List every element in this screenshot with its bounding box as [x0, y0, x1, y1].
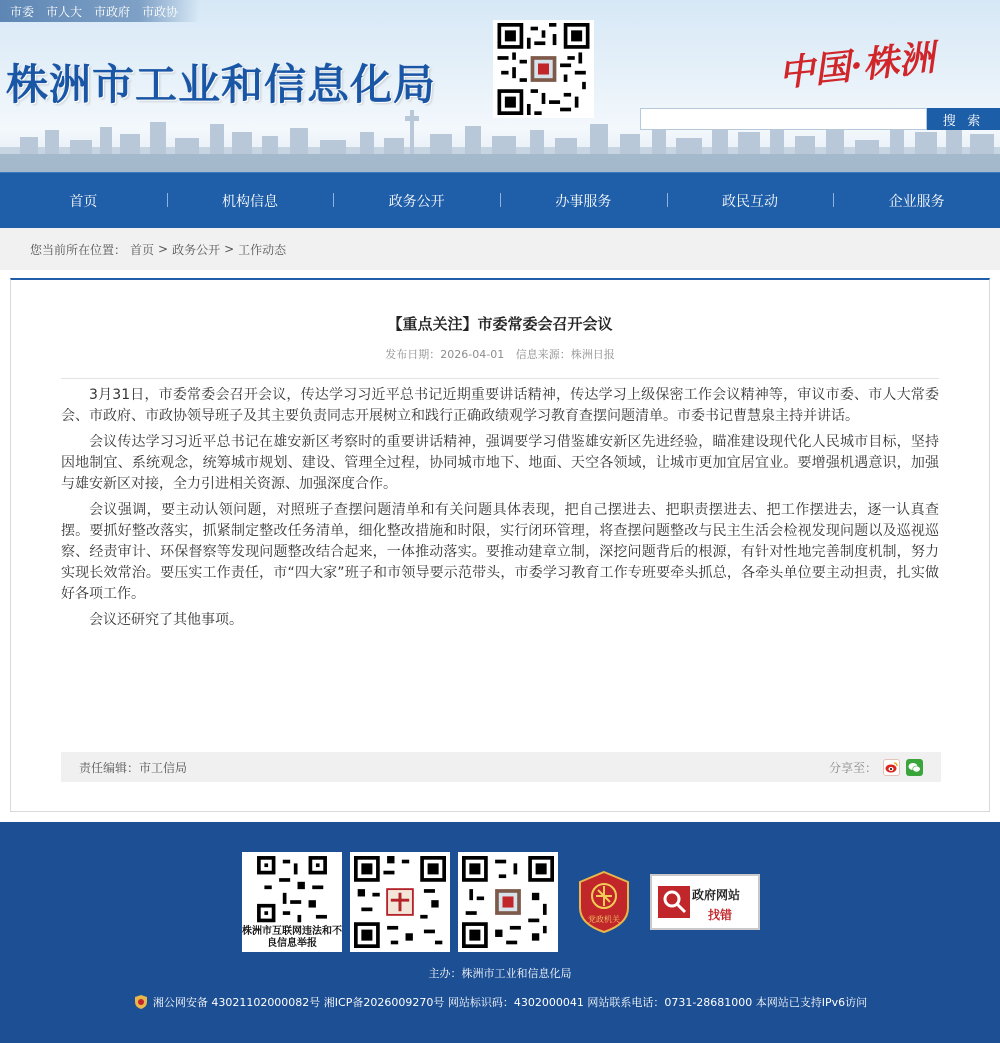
breadcrumb-prefix: 您当前所在位置：	[30, 242, 127, 257]
china-zhuzhou-logo: 中国·株洲	[776, 36, 937, 96]
toplink-cppcc[interactable]: 市政协	[142, 4, 179, 19]
hunan-gov-qr-code[interactable]	[350, 852, 450, 952]
site-footer	[0, 822, 1000, 1043]
wechat-footer-qr-code[interactable]	[458, 852, 558, 952]
footer-badges	[242, 852, 760, 952]
gov-website-error-report[interactable]	[650, 874, 760, 930]
toplink-peoples-congress[interactable]: 市人大	[46, 4, 83, 19]
article-paragraph: 会议传达学习习近平总书记在雄安新区考察时的重要讲话精神，强调要学习借鉴雄安新区先进经验，瞄准建设现代化人民城市目标，坚持因地制宜、系统观念，统筹城市规划、建设、管理全过程，协同城市地下、地面、天空各领域，让城市更加宜居宜业。要增强机遇意识，加强与雄安新区对接，全力引进相关资源、加强深度合作。	[61, 434, 939, 492]
breadcrumb-home[interactable]: 首页	[130, 242, 155, 257]
footer-legal-text: 湘公网安备 43021102000082号 湘ICP备2026009270号 网站标识码：4302000041 网站联系电话：0731-28681000 本网站已支持IPv6访问	[152, 996, 868, 1009]
nav-enterprise-services[interactable]: 企业服务	[833, 191, 1000, 211]
nav-interaction[interactable]: 政民互动	[667, 191, 834, 211]
gov-error-line1: 政府网站	[692, 888, 741, 902]
article-paragraph: 会议还研究了其他事项。	[89, 612, 243, 628]
site-title: 株洲市工业和信息化局	[6, 60, 437, 109]
article-footer-bar	[61, 752, 941, 782]
article-paragraph: 会议强调，要主动认领问题，对照班子查摆问题清单和有关问题具体表现，把自己摆进去、把职责摆进去、把工作摆进去，逐一认真查摆。要抓好整改落实，抓紧制定整改任务清单，细化整改措施和时限，实行闭环管理，将查摆问题整改与民主生活会检视发现问题以及巡视巡察、经责审计、环保督察等发现问题整改结合起来，一体推动落实。要推动建章立制，深挖问题背后的根源，有针对性地完善制度机制，努力实现长效常治。要压实工作责任，市“四大家”班子和市领导要示范带头，市委学习教育工作专班要牵头抓总，各牵头单位要主动担责，扎实做好各项工作。	[61, 502, 939, 602]
magnifier-icon	[656, 884, 692, 920]
content-wrapper	[0, 270, 1000, 812]
share-label: 分享至：	[828, 760, 877, 775]
toplink-party-committee[interactable]: 市委	[10, 4, 35, 19]
top-links-bar	[0, 0, 200, 22]
main-nav	[0, 172, 1000, 228]
footer-host: 主办：株洲市工业和信息化局	[428, 967, 572, 980]
search-button[interactable]: 搜 索	[927, 108, 1000, 130]
article-title: 【重点关注】市委常委会召开会议	[387, 315, 613, 333]
footer-legal	[0, 994, 1000, 1010]
nav-government-affairs[interactable]: 政务公开	[333, 191, 500, 211]
responsible-editor: 责任编辑：市工信局	[79, 760, 188, 775]
wechat-share-icon[interactable]	[906, 759, 923, 776]
wechat-qr-code	[493, 20, 594, 118]
weibo-share-icon[interactable]	[883, 759, 900, 776]
breadcrumb	[0, 228, 1000, 270]
search-box	[640, 108, 1000, 130]
article-body	[61, 378, 939, 631]
breadcrumb-separator: >	[158, 242, 169, 256]
breadcrumb-separator: >	[224, 242, 235, 256]
article-meta	[11, 346, 989, 362]
breadcrumb-work-news[interactable]: 工作动态	[238, 242, 287, 257]
breadcrumb-gov-affairs[interactable]: 政务公开	[172, 242, 221, 257]
nav-organization-info[interactable]: 机构信息	[167, 191, 334, 211]
search-input[interactable]	[640, 108, 927, 130]
nav-services[interactable]: 办事服务	[500, 191, 667, 211]
toplink-city-government[interactable]: 市政府	[94, 4, 131, 19]
gov-error-line2: 找错	[708, 908, 733, 922]
party-emblem-label: 党政机关	[588, 915, 620, 924]
share-bar	[829, 759, 923, 776]
site-header	[0, 0, 1000, 172]
nav-home[interactable]: 首页	[69, 193, 98, 210]
report-qr-caption: 株洲市互联网违法和不良信息举报	[242, 926, 342, 949]
publish-date: 发布日期：2026-04-01	[385, 348, 505, 361]
article-paragraph: 3月31日，市委常委会召开会议，传达学习习近平总书记近期重要讲话精神，传达学习上级保密工作会议精神等，审议市委、市人大常委会、市政府、市政协领导班子及其主要负责同志开展树立和践行正确政绩观学习教育查摆问题清单。市委书记曹慧泉主持并讲话。	[61, 387, 939, 424]
article-panel	[10, 278, 990, 812]
party-government-emblem[interactable]	[576, 870, 632, 934]
info-source: 信息来源：株洲日报	[515, 348, 615, 361]
police-badge-icon	[133, 994, 149, 1010]
report-qr-code[interactable]	[242, 852, 342, 952]
